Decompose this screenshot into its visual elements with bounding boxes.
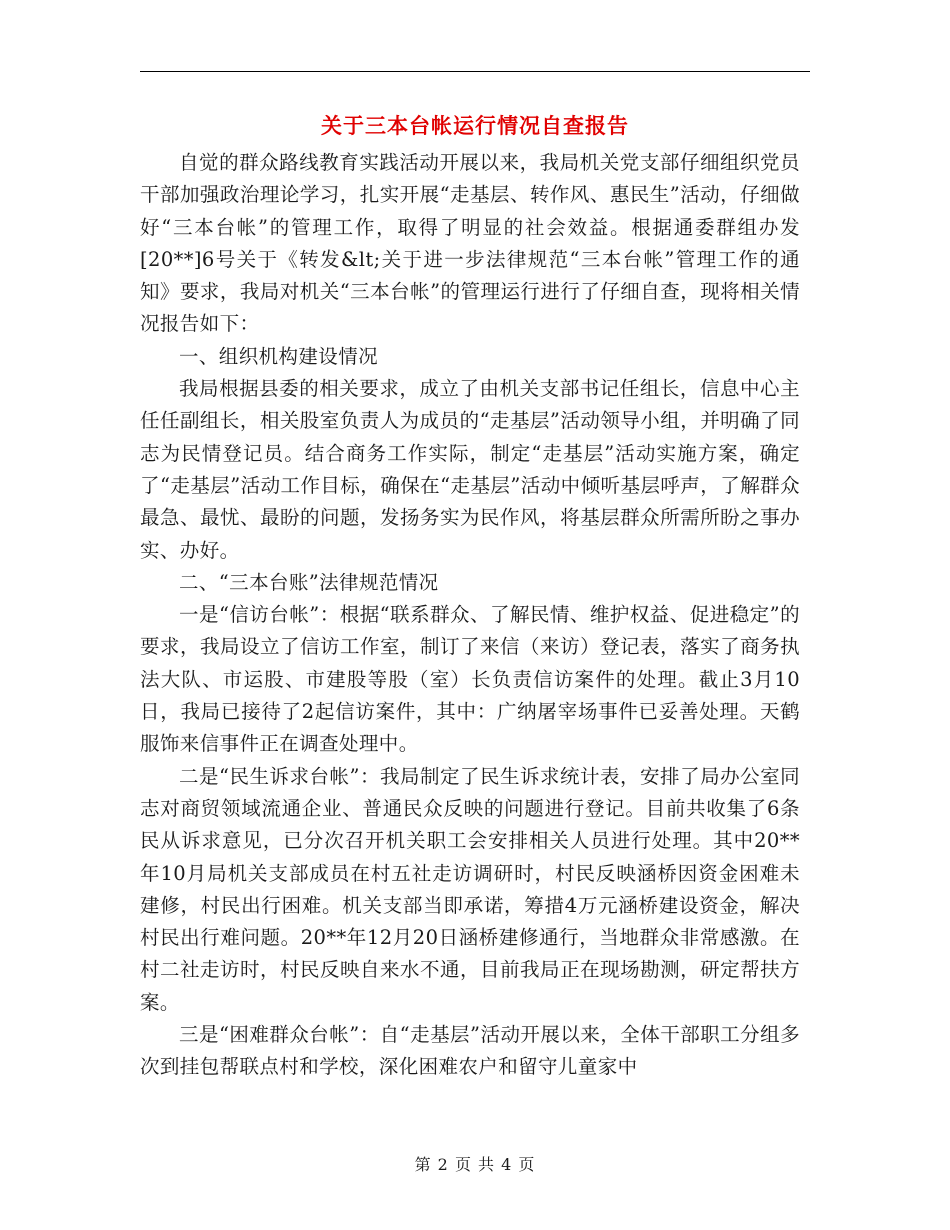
body-paragraph-hardship-ledger: 三是“困难群众台帐”：自“走基层”活动开展以来，全体干部职工分组多次到挂包帮联点村和学校，深化困难农户和留守儿童家中: [140, 1023, 800, 1079]
document-body: [140, 147, 800, 1084]
section-heading-standards: 二、“三本台账”法律规范情况: [179, 570, 439, 594]
section-heading-organization: 一、组织机构建设情况: [179, 344, 379, 368]
page-number-footer: 第 2 页 共 4 页: [414, 1155, 536, 1174]
header-rule: [140, 71, 810, 72]
document-title: 关于三本台帐运行情况自查报告: [321, 114, 629, 138]
body-paragraph-organization: 我局根据县委的相关要求，成立了由机关支部书记任组长，信息中心主任任副组长，相关股室负责人为成员的“走基层”活动领导小组，并明确了同志为民情登记员。结合商务工作实际，制定“走基层”活动实施方案，确定了“走基层”活动工作目标，确保在“走基层”活动中倾听基层呼声，了解群众最急、最忧、最盼的问题，发扬务实为民作风，将基层群众所需所盼之事办实、办好。: [140, 377, 800, 562]
body-paragraph-intro: 自觉的群众路线教育实践活动开展以来，我局机关党支部仔细组织党员干部加强政治理论学习，扎实开展“走基层、转作风、惠民生”活动，仔细做好“三本台帐”的管理工作，取得了明显的社会效益。根据通委群组办发[20**]6号关于《转发&lt;关于进一步法律规范“三本台帐”管理工作的通知》要求，我局对机关“三本台帐”的管理运行进行了仔细自查，现将相关情况报告如下：: [140, 151, 800, 336]
body-paragraph-petition-ledger: 一是“信访台帐”：根据“联系群众、了解民情、维护权益、促进稳定”的要求，我局设立了信访工作室，制订了来信（来访）登记表，落实了商务执法大队、市运股、市建股等股（室）长负责信访案件的处理。截止3月10日，我局已接待了2起信访案件，其中：广纳屠宰场事件已妥善处理。天鹤服饰来信事件正在调查处理中。: [140, 603, 800, 756]
body-paragraph-livelihood-ledger: 二是“民生诉求台帐”：我局制定了民生诉求统计表，安排了局办公室同志对商贸领域流通企业、普通民众反映的问题进行登记。目前共收集了6条民从诉求意见，已分次召开机关职工会安排相关人员进行处理。其中20**年10月局机关支部成员在村五社走访调研时，村民反映涵桥因资金困难未建修，村民出行困难。机关支部当即承诺，筹措4万元涵桥建设资金，解决村民出行难问题。20**年12月20日涵桥建修通行，当地群众非常感激。在村二社走访时，村民反映自来水不通，目前我局正在现场勘测，研定帮扶方案。: [140, 764, 800, 1014]
